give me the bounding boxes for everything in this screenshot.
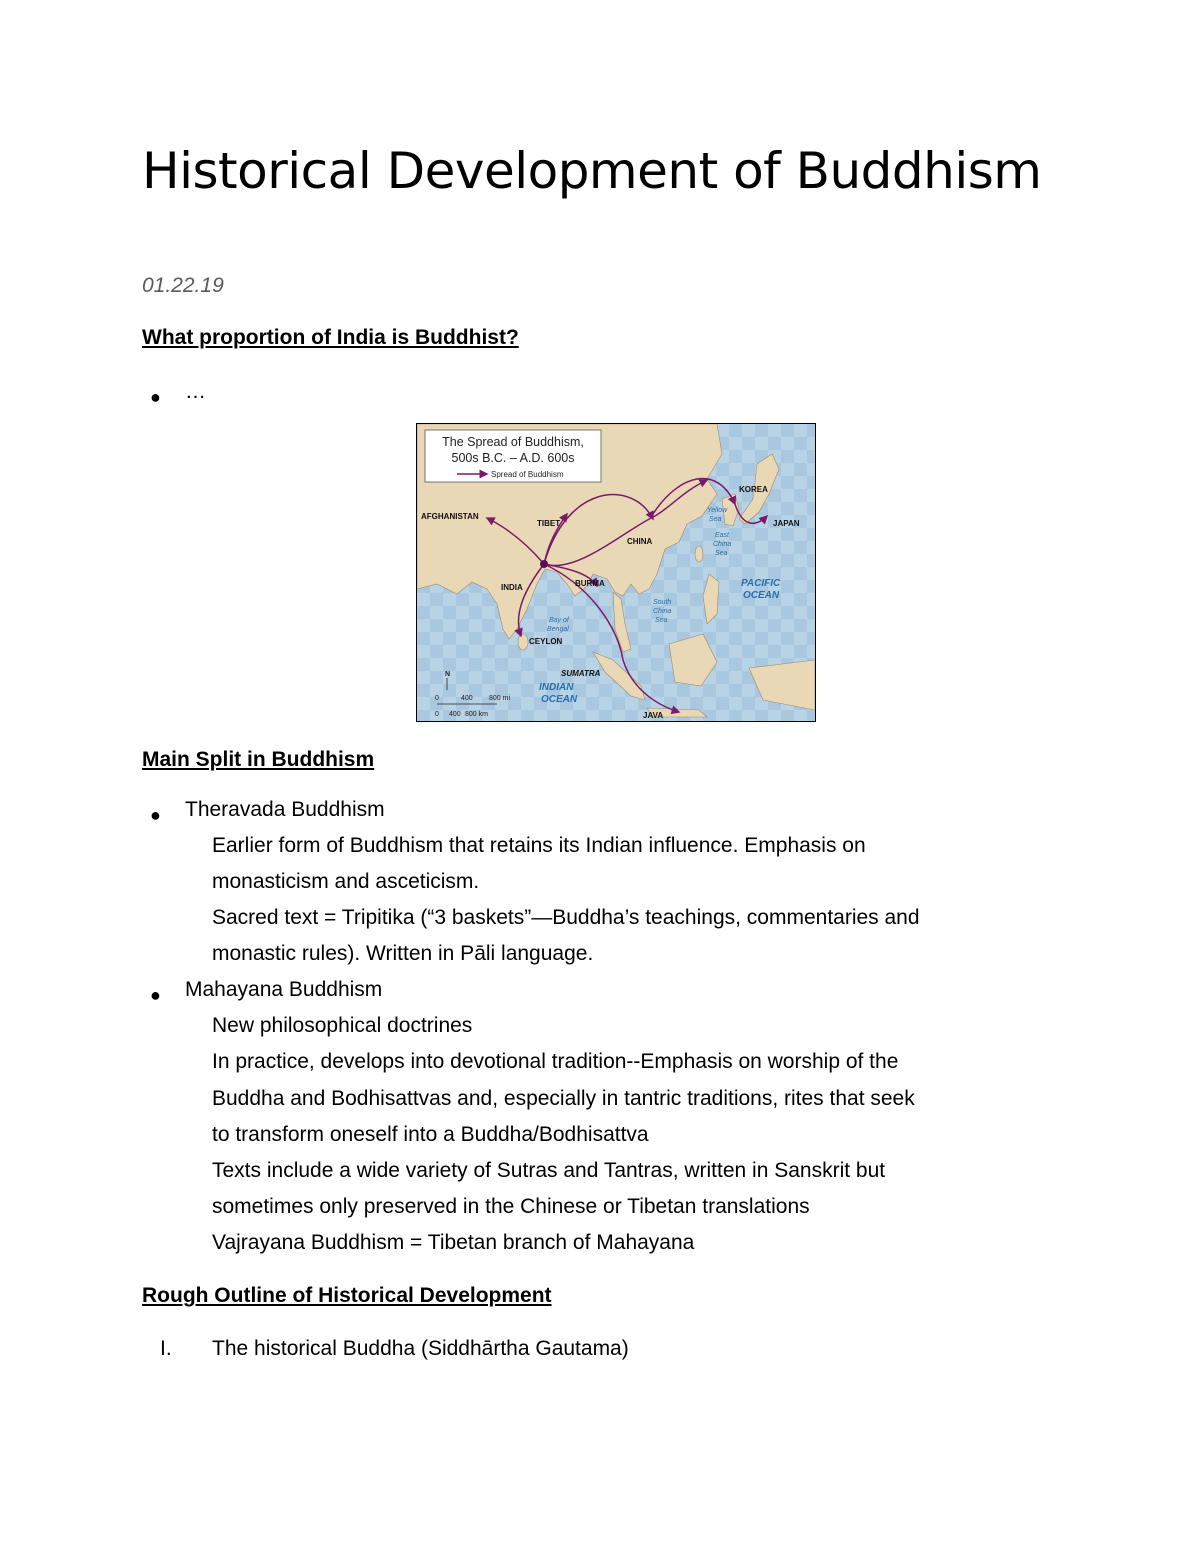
mahayana-line: Texts include a wide variety of Sutras and Tantras, written in Sanskrit but [212, 1159, 886, 1182]
label-yellow-sea-2: Sea [709, 516, 722, 523]
svg-text:0: 0 [435, 695, 439, 702]
label-korea: KOREA [739, 485, 768, 494]
mahayana-line: Vajrayana Buddhism = Tibetan branch of Mahayana [212, 1231, 695, 1254]
question-heading: What proportion of India is Buddhist? [142, 326, 519, 349]
svg-text:400: 400 [461, 695, 473, 702]
theravada-line: Sacred text = Tripitika (“3 baskets”—Buddha’s teachings, commentaries and [212, 906, 920, 929]
svg-text:400: 400 [449, 711, 461, 718]
theravada-line: monasticism and asceticism. [212, 870, 480, 893]
label-pacific: PACIFIC [741, 578, 781, 589]
mahayana-line: In practice, develops into devotional tradition--Emphasis on worship of the [212, 1050, 899, 1073]
label-japan: JAPAN [773, 519, 800, 528]
map-subtitle: 500s B.C. – A.D. 600s [451, 451, 575, 465]
svg-text:800 mi: 800 mi [489, 695, 511, 702]
label-ceylon: CEYLON [529, 637, 563, 646]
label-india: INDIA [501, 583, 523, 592]
map-legend: Spread of Buddhism [491, 470, 564, 479]
label-east-china-sea: East [715, 532, 730, 539]
bullet-icon: ● [150, 805, 161, 825]
buddhism-spread-map [416, 423, 816, 722]
ceylon-island [518, 634, 528, 650]
outline-item: The historical Buddha (Siddhārtha Gautama) [212, 1337, 629, 1360]
label-indian-ocean-2: OCEAN [541, 694, 578, 705]
origin-dot [540, 560, 548, 568]
page-title: Historical Development of Buddhism [142, 142, 1042, 200]
label-java: JAVA [643, 711, 664, 720]
label-afghanistan: AFGHANISTAN [421, 512, 479, 521]
label-tibet: TIBET [537, 519, 561, 528]
label-indian-ocean: INDIAN [539, 682, 574, 693]
map-title: The Spread of Buddhism, [442, 435, 584, 449]
bullet-icon: ● [150, 985, 161, 1005]
label-south-china-sea: South [653, 599, 672, 606]
svg-text:800 km: 800 km [465, 711, 488, 718]
label-burma: BURMA [575, 579, 605, 588]
date-subtitle: 01.22.19 [142, 274, 224, 297]
outline-numeral: I. [160, 1337, 172, 1360]
label-china: CHINA [627, 537, 653, 546]
bullet-icon: ● [150, 387, 161, 407]
label-east-china-sea-2: China [713, 541, 732, 548]
label-bay-of-bengal-2: Bengal [547, 626, 569, 633]
mahayana-line: Buddha and Bodhisattvas and, especially in tantric traditions, rites that seek [212, 1087, 915, 1110]
label-bay-of-bengal: Bay of [549, 617, 569, 624]
label-east-china-sea-3: Sea [715, 550, 728, 557]
mahayana-line: sometimes only preserved in the Chinese or Tibetan translations [212, 1195, 810, 1218]
theravada-label: Theravada Buddhism [185, 798, 385, 821]
mahayana-label: Mahayana Buddhism [185, 978, 383, 1001]
question-answer: … [185, 380, 206, 403]
mahayana-line: to transform oneself into a Buddha/Bodhisattva [212, 1123, 649, 1146]
label-south-china-sea-2: China [653, 608, 672, 615]
theravada-line: monastic rules). Written in Pāli language. [212, 942, 594, 965]
svg-text:0: 0 [435, 711, 439, 718]
taiwan-island [695, 546, 703, 562]
label-sumatra: SUMATRA [561, 669, 601, 678]
label-yellow-sea: Yellow [707, 507, 728, 514]
label-south-china-sea-3: Sea [655, 617, 668, 624]
north-arrow-icon: N [445, 671, 451, 678]
theravada-line: Earlier form of Buddhism that retains its Indian influence. Emphasis on [212, 834, 866, 857]
label-pacific-2: OCEAN [743, 590, 780, 601]
mahayana-line: New philosophical doctrines [212, 1014, 473, 1037]
outline-heading: Rough Outline of Historical Development [142, 1284, 552, 1307]
split-heading: Main Split in Buddhism [142, 748, 375, 771]
